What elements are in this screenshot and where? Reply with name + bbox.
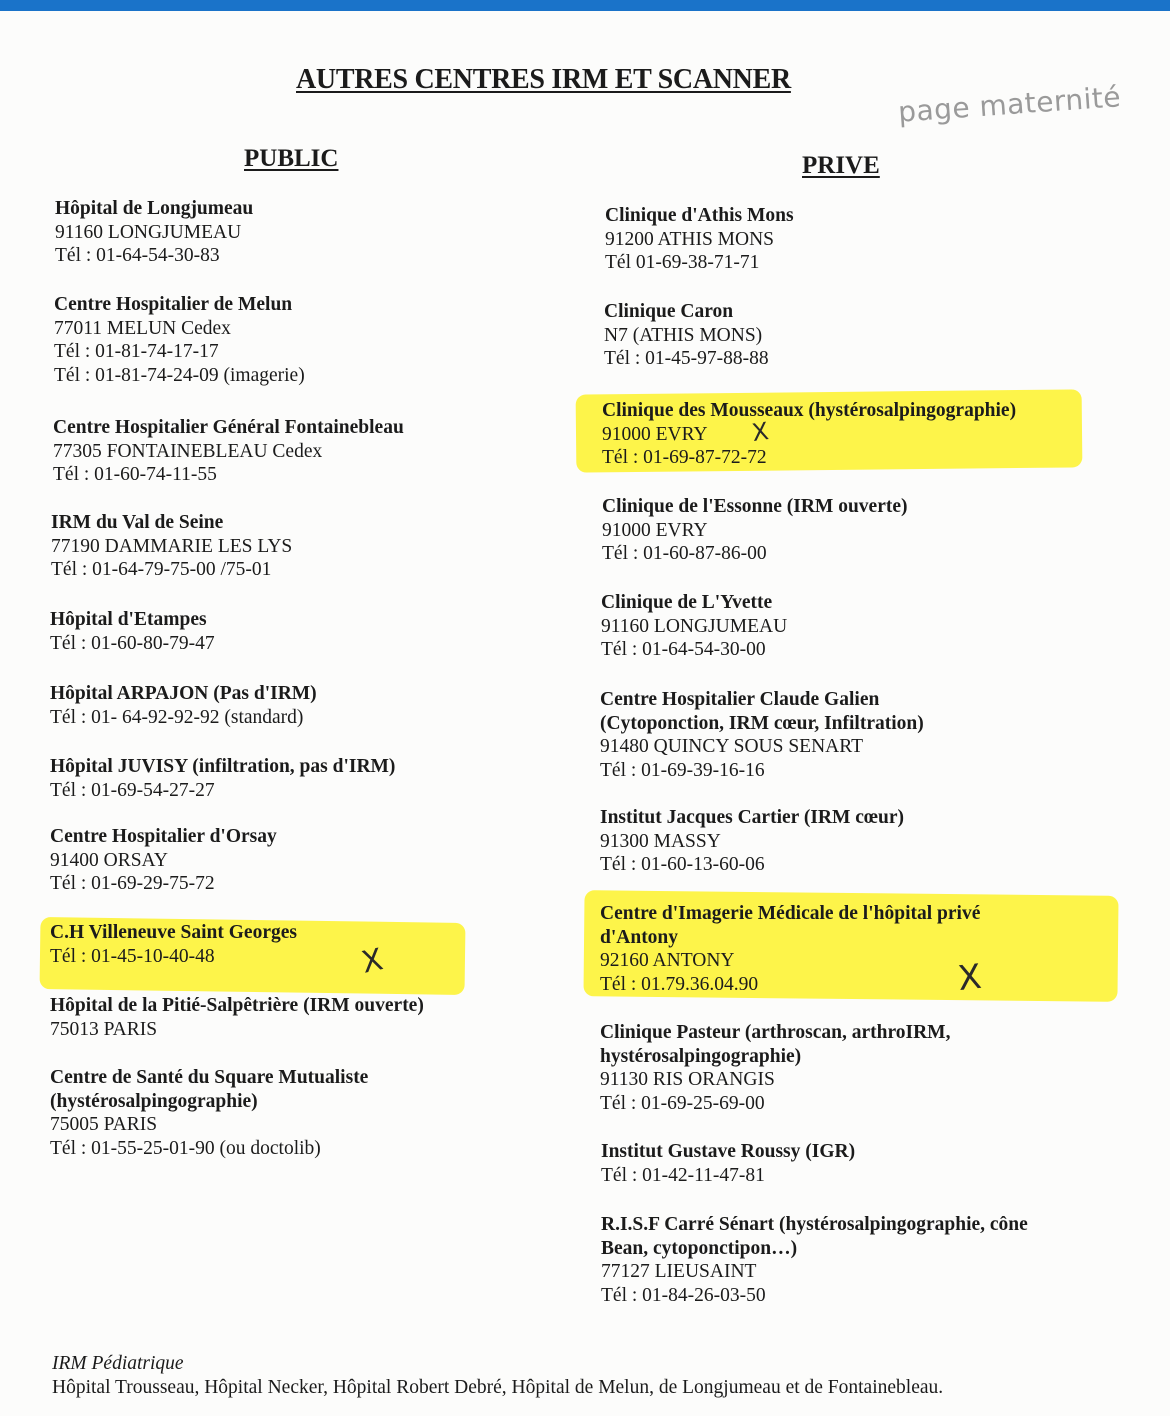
entry-name: Clinique de L'Yvette bbox=[601, 592, 773, 613]
entry-line: Bean, cytoponctipon…) bbox=[601, 1237, 798, 1259]
entry-name: Clinique Caron bbox=[604, 301, 734, 322]
entry-line: 91130 RIS ORANGIS bbox=[600, 1069, 775, 1090]
entry-line: Tél : 01-69-87-72-72 bbox=[602, 447, 767, 468]
public-entry bbox=[50, 1066, 368, 1160]
entry-name: C.H Villeneuve Saint Georges bbox=[50, 922, 297, 943]
public-entry bbox=[50, 994, 424, 1041]
entry-line: Tél : 01-69-54-27-27 bbox=[50, 779, 215, 801]
top-bar bbox=[0, 0, 1170, 11]
public-entry bbox=[50, 825, 277, 896]
entry-line: 75013 PARIS bbox=[50, 1018, 158, 1040]
public-entry bbox=[50, 608, 215, 655]
entry-line: Tél : 01-60-87-86-00 bbox=[602, 543, 767, 564]
entry-line: Tél : 01-64-54-30-83 bbox=[55, 245, 220, 266]
entry-line: Tél : 01-55-25-01-90 (ou doctolib) bbox=[50, 1137, 321, 1159]
entry-line: 77190 DAMMARIE LES LYS bbox=[51, 535, 293, 557]
public-heading: PUBLIC bbox=[244, 145, 339, 172]
entry-name: Institut Jacques Cartier (IRM cœur) bbox=[600, 807, 905, 828]
cross-mark-icon: X bbox=[955, 956, 984, 1000]
prive-entry bbox=[600, 902, 980, 996]
entry-name: Clinique d'Athis Mons bbox=[605, 205, 794, 226]
entry-line: Tél : 01-69-39-16-16 bbox=[600, 759, 765, 781]
entry-line: 91480 QUINCY SOUS SENART bbox=[600, 736, 864, 757]
entry-name: R.I.S.F Carré Sénart (hystérosalpingographie, cône bbox=[601, 1214, 1028, 1235]
entry-name: Centre Hospitalier d'Orsay bbox=[50, 826, 277, 847]
entry-name: Centre Hospitalier Général Fontainebleau bbox=[53, 417, 404, 438]
prive-entry bbox=[601, 1140, 855, 1187]
prive-entry bbox=[600, 1021, 950, 1115]
public-entry bbox=[53, 416, 404, 487]
entry-line: Tél : 01-60-80-79-47 bbox=[50, 632, 215, 654]
entry-line: Tél : 01-60-13-60-06 bbox=[600, 854, 765, 875]
entry-name: Hôpital de la Pitié-Salpêtrière (IRM ouverte) bbox=[50, 995, 424, 1016]
entry-line: Tél : 01-60-74-11-55 bbox=[53, 464, 217, 485]
entry-name: Clinique Pasteur (arthroscan, arthroIRM, bbox=[600, 1022, 951, 1043]
public-entry bbox=[50, 921, 297, 968]
entry-name: Hôpital ARPAJON (Pas d'IRM) bbox=[50, 683, 317, 704]
prive-entry bbox=[602, 399, 1016, 470]
entry-line: Tél : 01-84-26-03-50 bbox=[601, 1284, 766, 1306]
entry-name: Clinique de l'Essonne (IRM ouverte) bbox=[602, 496, 908, 517]
entry-name: Hôpital de Longjumeau bbox=[55, 198, 254, 219]
entry-line: hystérosalpingographie) bbox=[600, 1045, 802, 1067]
prive-entry bbox=[601, 591, 787, 662]
entry-name: Clinique des Mousseaux (hystérosalpingographie) bbox=[602, 400, 1017, 421]
entry-line: 91000 EVRY bbox=[602, 519, 708, 541]
prive-entry bbox=[601, 1213, 1028, 1307]
public-entry bbox=[54, 293, 305, 387]
public-entry bbox=[50, 682, 317, 729]
public-entry bbox=[55, 197, 253, 268]
public-entry bbox=[51, 511, 292, 582]
footer bbox=[52, 1352, 943, 1400]
entry-line: 77305 FONTAINEBLEAU Cedex bbox=[53, 440, 323, 462]
prive-entry bbox=[600, 688, 924, 782]
entry-line: 91160 LONGJUMEAU bbox=[55, 221, 242, 243]
entry-line: 77127 LIEUSAINT bbox=[601, 1261, 757, 1282]
entry-line: Tél : 01-81-74-24-09 (imagerie) bbox=[54, 364, 305, 386]
entry-line: 91160 LONGJUMEAU bbox=[601, 615, 788, 637]
prive-heading: PRIVE bbox=[802, 152, 880, 179]
entry-line: Tél : 01-69-29-75-72 bbox=[50, 873, 215, 894]
entry-line: d'Antony bbox=[600, 926, 679, 948]
entry-line: (Cytoponction, IRM cœur, Infiltration) bbox=[600, 712, 924, 734]
entry-line: Tél : 01-64-54-30-00 bbox=[601, 639, 766, 660]
prive-entry bbox=[602, 495, 908, 566]
entry-line: Tél : 01-64-79-75-00 /75-01 bbox=[51, 559, 272, 580]
entry-name: Hôpital d'Etampes bbox=[50, 609, 207, 630]
public-entry bbox=[50, 755, 395, 802]
entry-line: Tél : 01.79.36.04.90 bbox=[600, 973, 759, 995]
cross-mark-icon: X bbox=[358, 942, 386, 981]
entry-line: Tél : 01-69-25-69-00 bbox=[600, 1092, 765, 1114]
entry-line: Tél : 01-42-11-47-81 bbox=[601, 1164, 765, 1186]
prive-entry bbox=[600, 806, 904, 877]
entry-line: 77011 MELUN Cedex bbox=[54, 317, 231, 339]
entry-line: Tél : 01-81-74-17-17 bbox=[54, 341, 219, 362]
cross-mark-icon: X bbox=[750, 416, 771, 448]
entry-line: N7 (ATHIS MONS) bbox=[604, 324, 763, 346]
entry-line: 91200 ATHIS MONS bbox=[605, 228, 775, 250]
entry-name: Institut Gustave Roussy (IGR) bbox=[601, 1141, 856, 1162]
entry-line: Tél : 01-45-97-88-88 bbox=[604, 348, 769, 369]
entry-name: Centre de Santé du Square Mutualiste bbox=[50, 1067, 369, 1088]
entry-line: Tél : 01- 64-92-92-92 (standard) bbox=[50, 706, 304, 728]
entry-name: IRM du Val de Seine bbox=[51, 512, 224, 533]
prive-entry bbox=[604, 300, 769, 371]
entry-name: Hôpital JUVISY (infiltration, pas d'IRM) bbox=[50, 756, 396, 777]
handwritten-note: page maternité bbox=[897, 80, 1123, 129]
entry-line: Tél 01-69-38-71-71 bbox=[605, 252, 760, 273]
entry-line: 92160 ANTONY bbox=[600, 950, 735, 971]
entry-line: 91300 MASSY bbox=[600, 830, 721, 852]
page-title: AUTRES CENTRES IRM ET SCANNER bbox=[296, 64, 791, 95]
footer-text: Hôpital Trousseau, Hôpital Necker, Hôpital Robert Debré, Hôpital de Melun, de Longjumeau et de Fontainebleau. bbox=[52, 1377, 944, 1398]
entry-name: Centre Hospitalier Claude Galien bbox=[600, 689, 880, 710]
entry-name: Centre d'Imagerie Médicale de l'hôpital privé bbox=[600, 903, 981, 924]
entry-line: 91000 EVRY bbox=[602, 423, 708, 445]
entry-line: Tél : 01-45-10-40-48 bbox=[50, 945, 215, 967]
entry-name: Centre Hospitalier de Melun bbox=[54, 294, 293, 315]
footer-heading: IRM Pédiatrique bbox=[52, 1353, 184, 1374]
entry-line: 91400 ORSAY bbox=[50, 849, 168, 871]
prive-entry bbox=[605, 204, 794, 275]
entry-line: (hystérosalpingographie) bbox=[50, 1090, 258, 1112]
entry-line: 75005 PARIS bbox=[50, 1114, 158, 1135]
